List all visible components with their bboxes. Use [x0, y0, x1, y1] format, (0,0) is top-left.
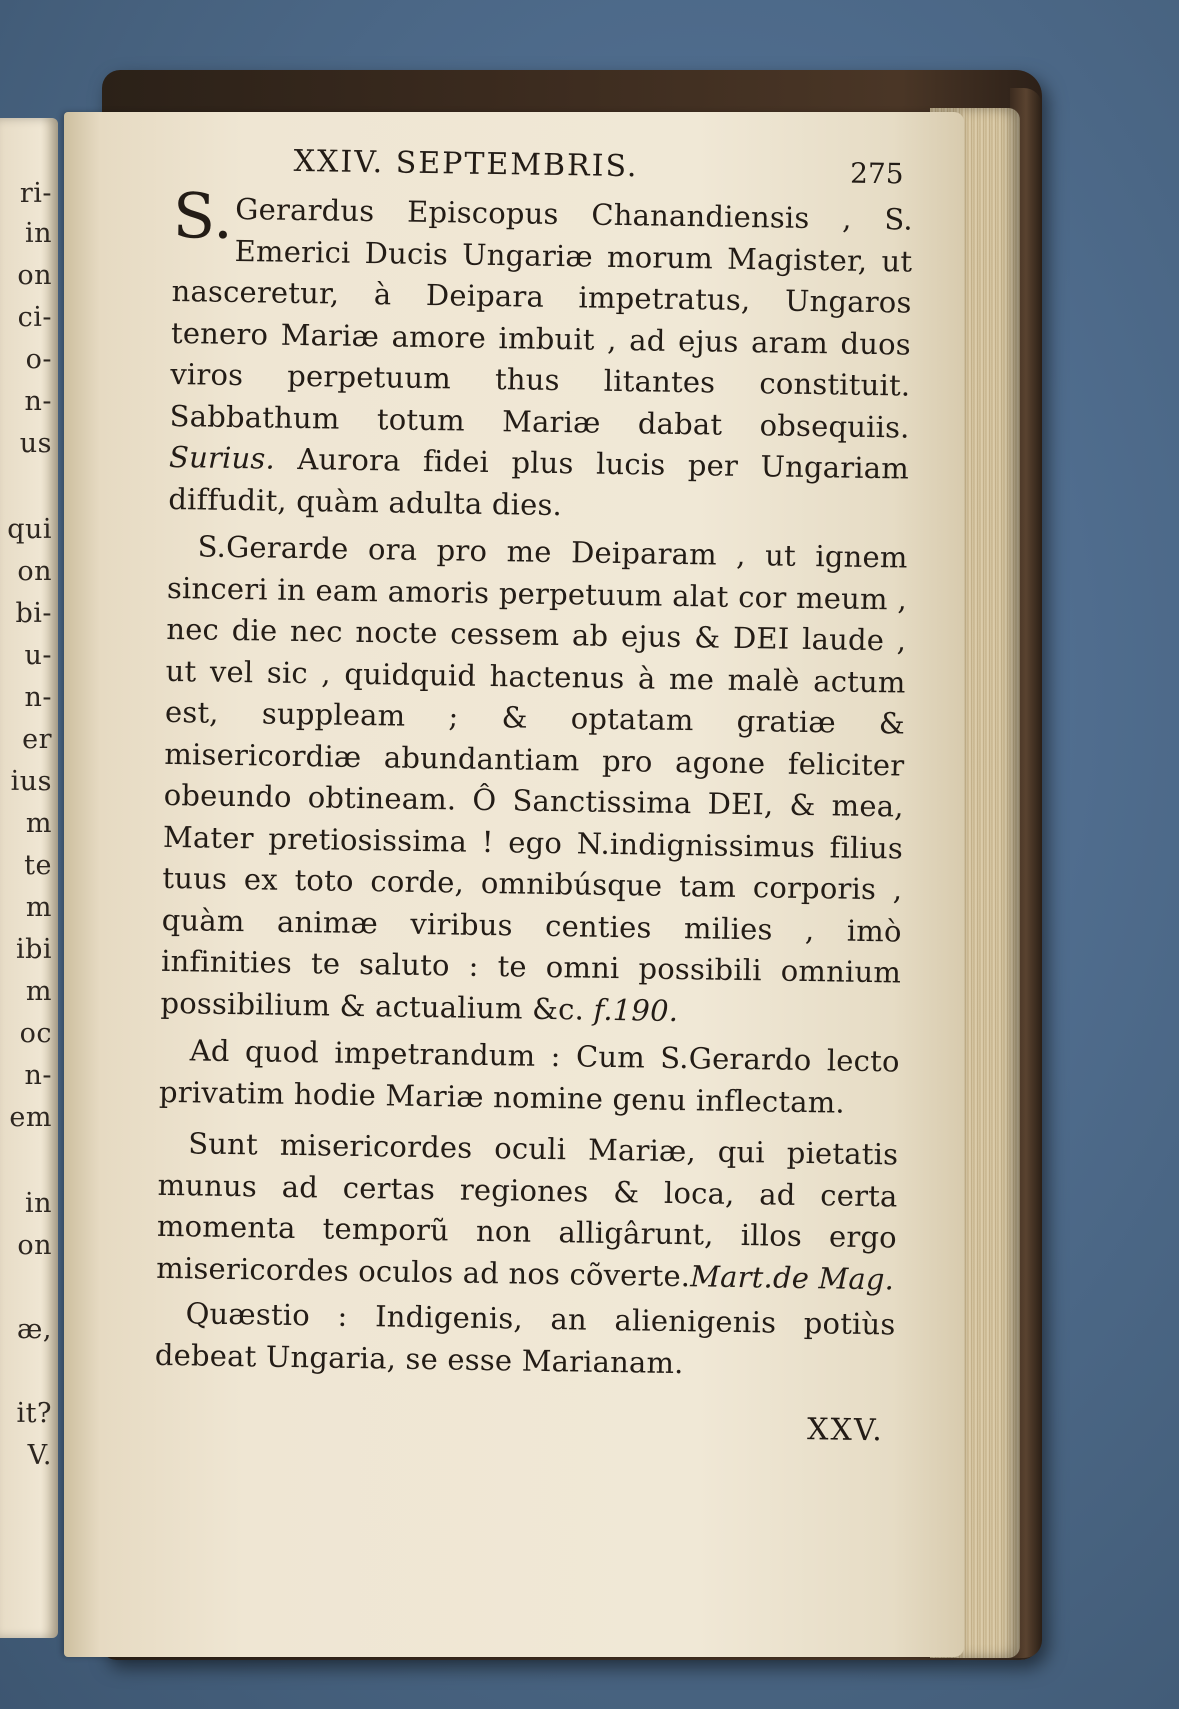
paragraph-resolution: [159, 1030, 900, 1125]
left-page-fragment: n-: [24, 386, 52, 417]
left-page-fragment: it?: [16, 1398, 52, 1429]
left-page-fragment: on: [17, 260, 52, 291]
paragraph-text: Ad quod impetrandum : Cum S.Gerardo lecto privatim hodie Mariæ nomine genu inflectam.: [158, 1033, 900, 1120]
left-page-fragment: n-: [24, 1060, 52, 1091]
paragraph-text: Gerardus Episcopus Chanandiensis , S. Emerici Ducis Ungariæ morum Magister, ut nasceretur, à Deipara impetratus, Ungaros tenero Mariæ amore imbuit , ad ejus aram duos viros perpetuum thus litantes constituit. Sabbathum totum Mariæ dabat obsequiis.: [169, 191, 914, 445]
left-page-fragment: ri-: [19, 178, 52, 209]
paragraph-saint-entry: [168, 178, 914, 532]
left-page-fragment: æ,: [17, 1314, 52, 1345]
paragraph-prayer: [160, 526, 908, 1036]
folio-reference: f.190.: [593, 992, 679, 1028]
left-page-fragment: te: [24, 850, 52, 881]
book-page: [64, 112, 964, 1657]
left-page-fragment: ius: [10, 766, 52, 797]
left-page-fragment: m: [25, 976, 52, 1007]
paragraph-text: Quæstio : Indigenis, an alienigenis potiùs debeat Ungaria, se esse Marianam.: [154, 1296, 896, 1380]
catchword: XXV.: [806, 1412, 885, 1449]
left-page-fragment: er: [22, 724, 52, 755]
left-page-fragment: in: [24, 218, 52, 249]
page-text: [154, 142, 914, 1448]
source-citation: Surius.: [168, 439, 276, 476]
paragraph-question: [155, 1293, 896, 1388]
page-title: XXIV. SEPTEMBRIS.: [293, 143, 639, 185]
running-header: [173, 142, 914, 196]
drop-capital: S.: [172, 178, 234, 253]
page-number: 275: [849, 156, 904, 191]
left-page-fragment: m: [25, 892, 52, 923]
paragraph-text: Aurora fidei plus lucis per Ungariam diffudit, quàm adulta dies.: [168, 441, 910, 522]
left-page-fragment: qui: [7, 514, 52, 545]
source-citation: Mart.de Mag.: [690, 1258, 895, 1296]
left-page-fragment: us: [19, 428, 52, 459]
left-page-fragment: u-: [24, 640, 52, 671]
left-page-fragment: on: [17, 1230, 52, 1261]
left-page-fragment: oc: [19, 1018, 52, 1049]
left-page: [0, 118, 58, 1638]
left-page-fragment: o-: [25, 344, 52, 375]
left-page-fragment: n-: [24, 682, 52, 713]
left-page-fragment: ci-: [17, 302, 52, 333]
paragraph-text: Sunt misericordes oculi Mariæ, qui pietatis munus ad certas regiones & loca, ad certa momenta temporũ non alligârunt, illos ergo misericordes oculos ad nos cõverte.: [156, 1126, 899, 1293]
paragraph-text: S.Gerarde ora pro me Deiparam , ut ignem sinceri in eam amoris perpetuum alat cor meum , nec die nec nocte cessem ab ejus & DEI laude , ut vel sic , quidquid hactenus à me malè actum est, suppleam ; & optatam gratiæ & misericordiæ abundantiam pro agone feliciter obeundo obtineam. Ô Sanctissima DEI, & mea, Mater pretiosissima ! ego N.indignissimus filius tuus ex toto corde, omnibúsque tam corporis , quàm animæ viribus centies milies , imò infinities te saluto : te omni possibili omnium possibilium & actualium &c.: [160, 529, 908, 1027]
left-page-fragment: on: [17, 556, 52, 587]
left-page-fragment: m: [25, 808, 52, 839]
left-page-fragment: ibi: [15, 934, 52, 965]
left-page-fragment: bi-: [15, 598, 52, 629]
left-page-fragment: V.: [27, 1440, 52, 1471]
paragraph-quotation: [156, 1123, 899, 1301]
left-page-fragment: em: [9, 1102, 52, 1133]
left-page-fragment: in: [24, 1188, 52, 1219]
